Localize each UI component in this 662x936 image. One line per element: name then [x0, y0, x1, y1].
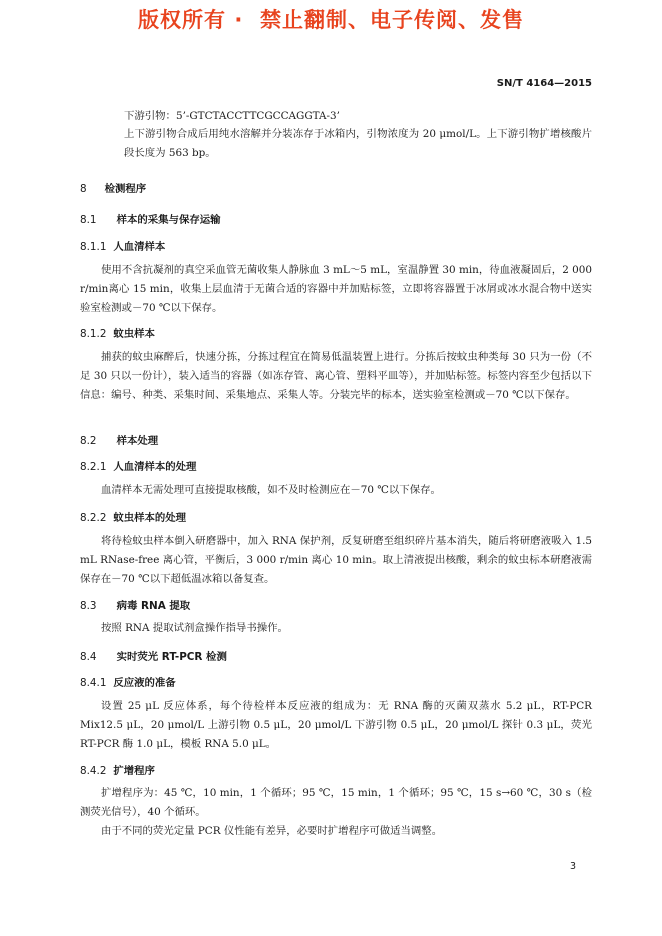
section-8-4-1-text: 设置 25 μL 反应体系，每个待检样本反应液的组成为：无 RNA 酶的灭菌双蒸水 5.2 μL，RT-PCR Mix12.5 μL，20 μmol/L 上游引物 0.5 μL，20 μmol/L 下游引物 0.5 μL，20 μmol/L 探针 0.3 μL，荧光 RT-PCR 酶 1.0 μL，模板 RNA 5.0 μL。	[80, 700, 592, 750]
reverse-primer-line: 下游引物：5’-GTCTACCTTCGCCAGGTA-3’	[124, 110, 340, 122]
section-title: 人血清样本的处理	[113, 461, 197, 473]
section-number: 8.4.1	[80, 677, 107, 689]
section-number: 8.4.2	[80, 765, 107, 777]
section-8-4-heading	[80, 648, 227, 663]
section-8-2-heading	[80, 432, 158, 447]
section-8-2-2-heading	[80, 509, 186, 524]
section-number: 8.1.2	[80, 328, 107, 340]
section-title: 扩增程序	[113, 765, 155, 777]
primer-note: 上下游引物合成后用纯水溶解并分装冻存于冰箱内，引物浓度为 20 μmol/L。上下游引物扩增核酸片段长度为 563 bp。	[124, 128, 592, 159]
amplification-adjust-note: 由于不同的荧光定量 PCR 仪性能有差异，必要时扩增程序可做适当调整。	[101, 825, 443, 837]
section-8-1-2-text: 捕获的蚊虫麻醉后，快速分拣，分拣过程宜在简易低温装置上进行。分拣后按蚊虫种类每 30 只为一份（不足 30 只以一份计），装入适当的容器（如冻存管、离心管、塑料平皿等），并加贴标签。标签内容至少包括以下信息：编号、种类、采集时间、采集地点、采集人等。分装完毕的标本，送实验室检测或－70 ℃以下保存。	[80, 351, 592, 401]
section-8-3-heading	[80, 597, 190, 612]
section-8-4-2-heading	[80, 762, 155, 777]
copyright-watermark: 版权所有 · 禁止翻制、电子传阅、发售	[138, 8, 524, 32]
section-8-4-1-heading	[80, 674, 176, 689]
section-number: 8.1	[80, 214, 97, 226]
amplification-program-text: 扩增程序为：45 ℃，10 min，1 个循环；95 ℃，15 min，1 个循环；95 ℃，15 s→60 ℃，30 s（检测荧光信号），40 个循环。	[80, 787, 592, 818]
section-number: 8.2.2	[80, 512, 107, 524]
section-number: 8.4	[80, 651, 97, 663]
page-number: 3	[569, 861, 576, 872]
section-title: 反应液的准备	[113, 677, 176, 689]
section-8-1-1-text: 使用不含抗凝剂的真空采血管无菌收集人静脉血 3 mL～5 mL，室温静置 30 min，待血液凝固后，2 000 r/min离心 15 min，收集上层血清于无菌合适的容器中并加贴标签，立即将容器置于冰屑或冰水混合物中送实验室检测或－70 ℃以下保存。	[80, 264, 592, 314]
section-8-3-text: 按照 RNA 提取试剂盒操作指导书操作。	[101, 622, 288, 634]
section-title: 蚊虫样本	[113, 328, 155, 340]
section-8-1-2-heading	[80, 325, 155, 340]
section-number: 8.1.1	[80, 241, 107, 253]
section-title: 人血清样本	[113, 241, 166, 253]
section-number: 8.3	[80, 600, 97, 612]
section-title: 蚊虫样本的处理	[113, 512, 187, 524]
section-8-1-heading	[80, 211, 221, 226]
section-8-1-1-heading	[80, 238, 165, 253]
section-8-2-1-text: 血清样本无需处理可直接提取核酸，如不及时检测应在－70 ℃以下保存。	[101, 484, 441, 496]
section-8-2-2-text: 将待检蚊虫样本倒入研磨器中，加入 RNA 保护剂，反复研磨至组织碎片基本消失，随后将研磨液吸入 1.5 mL RNase-free 离心管，平衡后，3 000 r/min 离心 10 min。取上清液提出核酸，剩余的蚊虫标本研磨液需保存在－70 ℃以下超低温冰箱以备复查。	[80, 535, 592, 585]
section-number: 8.2	[80, 435, 97, 447]
section-number: 8	[80, 183, 87, 195]
section-title: 样本处理	[116, 435, 159, 447]
section-number: 8.2.1	[80, 461, 107, 473]
section-title: 检测程序	[104, 183, 147, 195]
standard-code: SN/T 4164—2015	[496, 78, 592, 89]
section-8-heading	[80, 180, 146, 195]
section-title: 样本的采集与保存运输	[116, 214, 221, 226]
section-8-2-1-heading	[80, 458, 196, 473]
section-title: 病毒 RNA 提取	[116, 600, 191, 612]
section-title: 实时荧光 RT-PCR 检测	[116, 651, 227, 663]
